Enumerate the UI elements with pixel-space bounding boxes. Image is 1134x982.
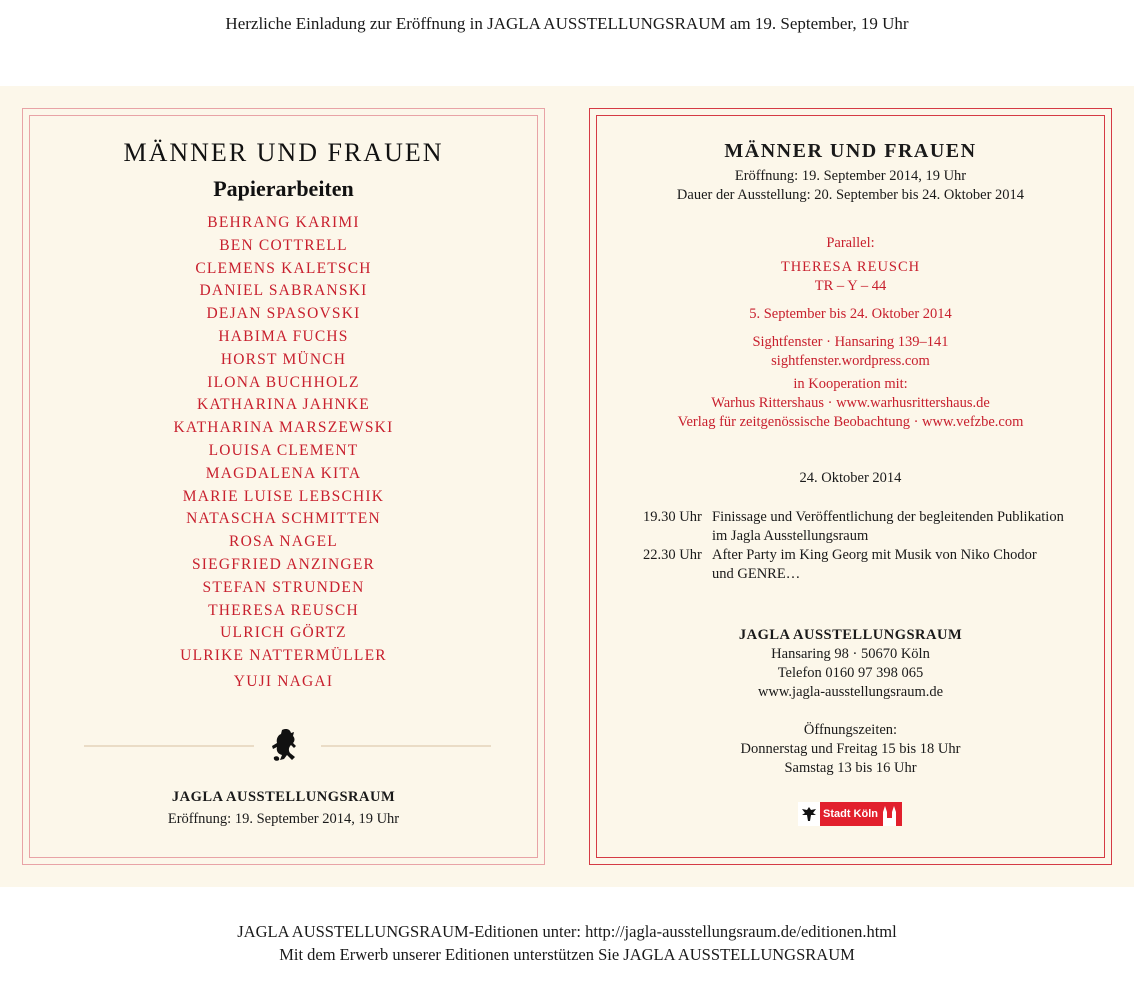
left-title: MÄNNER UND FRAUEN xyxy=(123,138,444,167)
artist-item: MAGDALENA KITA xyxy=(205,464,362,482)
hours-line-2: Samstag 13 bis 16 Uhr xyxy=(784,760,917,776)
contact-address: Hansaring 98 · 50670 Köln xyxy=(771,646,930,662)
divider-left xyxy=(84,745,254,747)
right-title: MÄNNER UND FRAUEN xyxy=(724,140,977,162)
right-card xyxy=(589,108,1112,488)
contact-website[interactable]: www.jagla-ausstellungsraum.de xyxy=(757,684,944,700)
parallel-location: Sightfenster · Hansaring 139–141 xyxy=(752,334,949,350)
contact-name: JAGLA AUSSTELLUNGSRAUM xyxy=(738,627,963,643)
artist-item: BEHRANG KARIMI xyxy=(207,214,360,231)
parallel-work: TR – Y – 44 xyxy=(814,278,887,294)
artist-item: ULRIKE NATTERMÜLLER xyxy=(180,647,387,665)
footer-editions-line: JAGLA AUSSTELLUNGSRAUM-Editionen unter: http://jagla-ausstellungsraum.de/editionen.html xyxy=(237,922,897,941)
lion-rampant-icon xyxy=(268,727,306,763)
logo-text: Stadt Köln xyxy=(823,808,878,820)
artist-item: CLEMENS KALETSCH xyxy=(195,259,372,277)
artist-item: BEN COTTRELL xyxy=(219,236,348,254)
artist-item: THERESA REUSCH xyxy=(208,601,359,619)
hours-label: Öffnungszeiten: xyxy=(803,722,898,738)
schedule-time-1: 19.30 Uhr xyxy=(643,509,702,525)
schedule-time-2: 22.30 Uhr xyxy=(643,547,702,563)
left-footer xyxy=(22,789,545,828)
right-opening: Eröffnung: 19. September 2014, 19 Uhr xyxy=(734,168,967,184)
contact-phone: Telefon 0160 97 398 065 xyxy=(777,665,924,681)
artist-item: YUJI NAGAI xyxy=(233,672,334,690)
schedule-item-2-line1: After Party im King Georg mit Musik von Niko Chodor xyxy=(712,547,1037,563)
artist-item: NATASCHA SCHMITTEN xyxy=(186,510,381,528)
footer-support-line: Mit dem Erwerb unserer Editionen unterstützen Sie JAGLA AUSSTELLUNGSRAUM xyxy=(279,945,855,964)
artist-item: SIEGFRIED ANZINGER xyxy=(191,555,376,573)
schedule-item-2-line2: und GENRE… xyxy=(712,566,801,582)
artist-item: ILONA BUCHHOLZ xyxy=(207,373,360,391)
artist-item: HORST MÜNCH xyxy=(220,350,347,368)
cooperation-label: in Kooperation mit: xyxy=(793,376,908,392)
parallel-artist: THERESA REUSCH xyxy=(780,259,921,275)
artist-item: HABIMA FUCHS xyxy=(218,327,349,345)
cathedral-icon xyxy=(880,802,900,826)
artist-item: DANIEL SABRANSKI xyxy=(199,282,368,300)
invitation-header: Herzliche Einladung zur Eröffnung in JAGLA AUSSTELLUNGSRAUM am 19. September, 19 Uhr xyxy=(225,14,909,33)
artist-item: MARIE LUISE LEBSCHIK xyxy=(182,487,385,505)
parallel-label: Parallel: xyxy=(826,235,875,251)
left-venue: JAGLA AUSSTELLUNGSRAUM xyxy=(171,789,396,805)
partner-1: Warhus Rittershaus · www.warhusrittershaus.de xyxy=(711,395,990,411)
artist-list xyxy=(22,212,545,694)
left-subtitle: Papierarbeiten xyxy=(213,176,354,201)
parallel-dates: 5. September bis 24. Oktober 2014 xyxy=(749,306,952,322)
artist-item: KATHARINA JAHNKE xyxy=(197,396,370,414)
left-opening: Eröffnung: 19. September 2014, 19 Uhr xyxy=(167,811,400,827)
artist-item: DEJAN SPASOVSKI xyxy=(206,305,361,323)
artist-item: ROSA NAGEL xyxy=(229,533,338,551)
schedule-item-2 xyxy=(712,546,1092,584)
parallel-website: sightfenster.wordpress.com xyxy=(771,353,930,369)
left-card xyxy=(22,108,545,694)
eagle-crest-icon xyxy=(798,802,820,826)
schedule-item-1-line2: im Jagla Ausstellungsraum xyxy=(712,528,869,544)
schedule-date: 24. Oktober 2014 xyxy=(799,470,902,486)
artist-item: KATHARINA MARSZEWSKI xyxy=(173,419,394,437)
artist-item: ULRICH GÖRTZ xyxy=(220,624,347,642)
contact-block xyxy=(589,626,1112,778)
artist-item: LOUISA CLEMENT xyxy=(208,441,359,459)
right-duration: Dauer der Ausstellung: 20. September bis 24. Oktober 2014 xyxy=(676,187,1025,203)
schedule-item-1 xyxy=(712,508,1092,546)
divider-right xyxy=(321,745,491,747)
schedule-item-1-line1: Finissage und Veröffentlichung der begleitenden Publikation xyxy=(712,509,1064,525)
hours-line-1: Donnerstag und Freitag 15 bis 18 Uhr xyxy=(740,741,961,757)
artist-item: STEFAN STRUNDEN xyxy=(202,578,365,596)
stadt-koeln-logo xyxy=(798,802,902,826)
partner-2: Verlag für zeitgenössische Beobachtung · www.vefzbe.com xyxy=(677,414,1024,430)
